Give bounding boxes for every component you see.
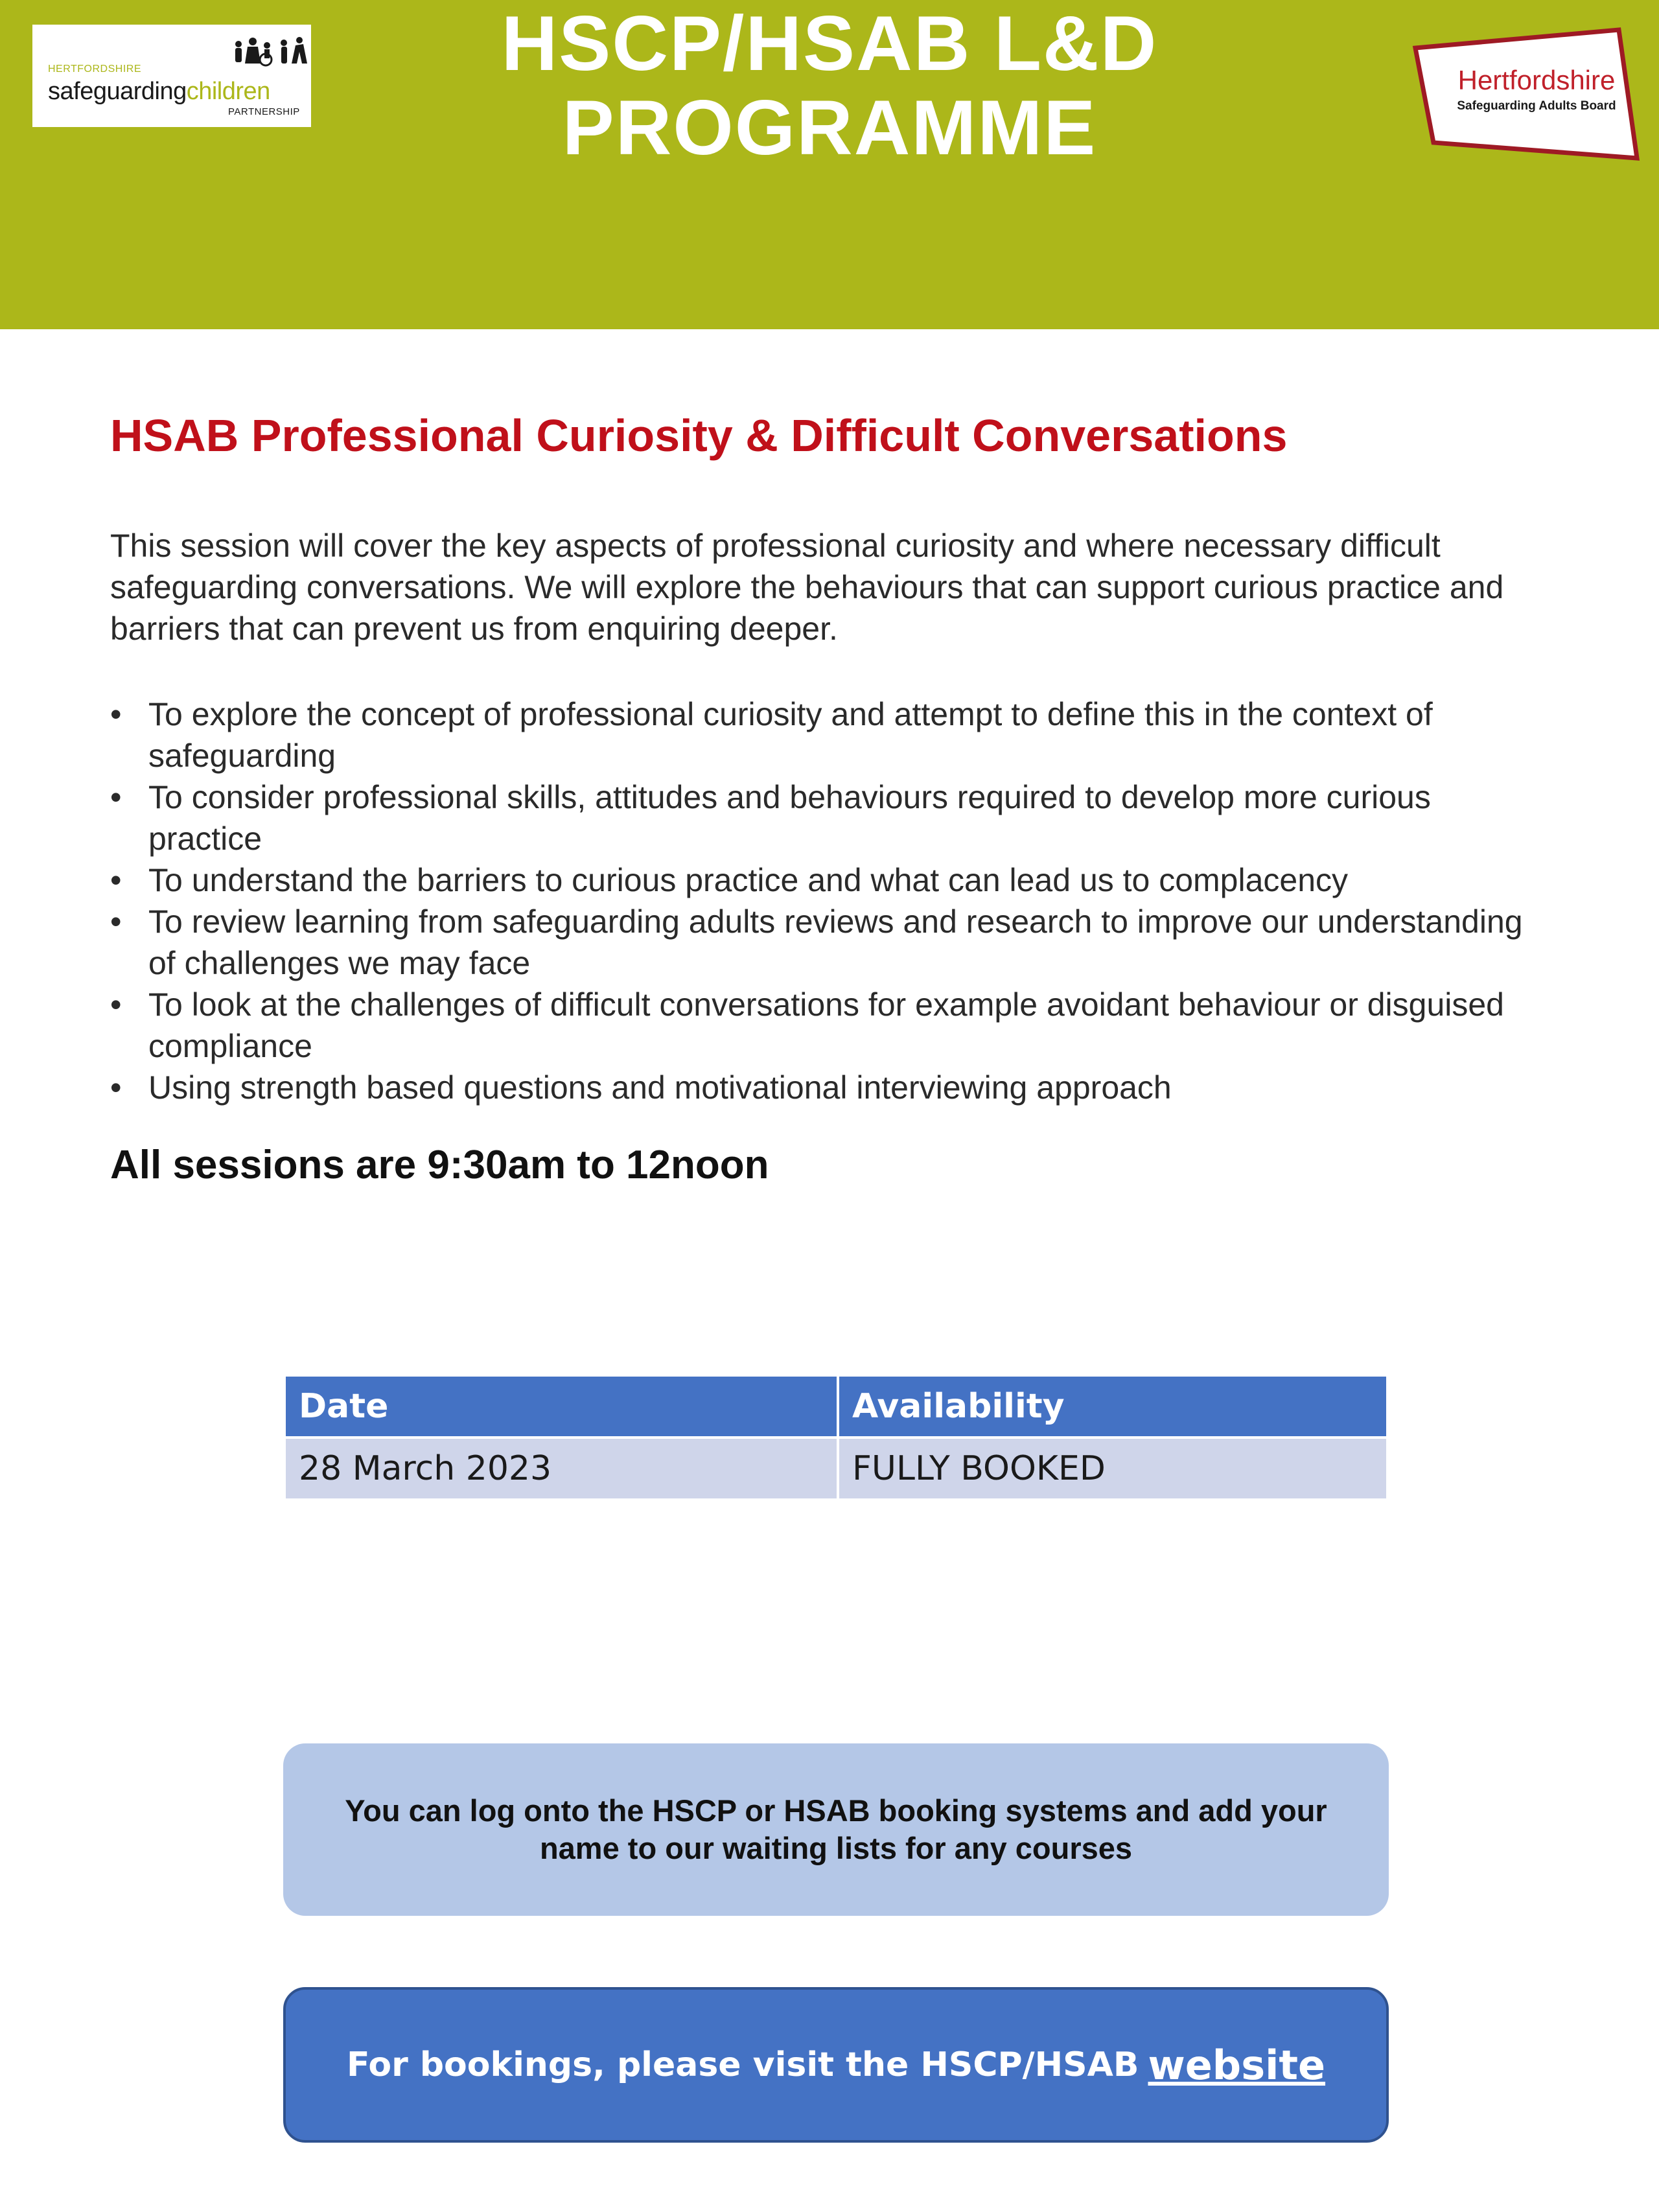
hsab-logo-frame (1406, 25, 1646, 167)
waitlist-note (283, 1743, 1389, 1916)
bullet-icon: • (110, 1069, 122, 1106)
table-row (284, 1438, 1387, 1500)
hsab-logo (1406, 25, 1646, 167)
sessions-time-note: All sessions are 9:30am to 12noon (110, 1143, 769, 1187)
availability-cell: FULLY BOOKED (838, 1438, 1387, 1500)
family-figures-icon (227, 36, 324, 69)
logo-small-text: HERTFORDSHIRE (48, 64, 141, 75)
course-title: HSAB Professional Curiosity & Difficult Conversations (110, 410, 1288, 461)
bullet-icon: • (110, 862, 122, 898)
objective-item: • To consider professional skills, attitudes and behaviours required to develop more curious practice (110, 776, 1549, 859)
bullet-icon: • (110, 779, 122, 815)
session-dates-table (283, 1374, 1389, 1501)
course-intro: This session will cover the key aspects of professional curiosity and where necessary difficult safeguarding conversations. We will explore the behaviours that can support curious practice and barriers that can prevent us from enquiring deeper. (110, 528, 1504, 647)
header-banner (0, 0, 1659, 329)
objective-item: • Using strength based questions and motivational interviewing approach (110, 1067, 1549, 1108)
booking-banner (283, 1987, 1389, 2143)
booking-text: For bookings, please visit the HSCP/HSAB (346, 2045, 1139, 2084)
hsab-logo-subtitle: Safeguarding Adults Board (1457, 99, 1616, 113)
objective-item: • To explore the concept of professional curiosity and attempt to define this in the context of safeguarding (110, 693, 1549, 776)
logo-main-text: safeguardingchildren (48, 78, 270, 105)
bullet-icon: • (110, 903, 122, 940)
waitlist-note-text: You can log onto the HSCP or HSAB booking systems and add your name to our waiting lists for any courses (345, 1793, 1327, 1865)
programme-title: HSCP/HSAB L&D PROGRAMME (501, 0, 1158, 171)
bullet-icon: • (110, 986, 122, 1023)
logo-partnership-text: PARTNERSHIP (228, 106, 300, 117)
column-header-date: Date (284, 1375, 838, 1438)
hsab-logo-name: Hertfordshire (1457, 65, 1616, 95)
session-date-cell: 28 March 2023 (284, 1438, 838, 1500)
bullet-icon: • (110, 696, 122, 732)
objective-item: • To review learning from safeguarding adults reviews and research to improve our understanding of challenges we may face (110, 901, 1549, 984)
website-link[interactable]: website (1148, 2041, 1326, 2089)
objectives-list (110, 693, 1549, 1108)
table-header-row (284, 1375, 1387, 1438)
objective-item: • To understand the barriers to curious practice and what can lead us to complacency (110, 859, 1549, 901)
hscp-logo (32, 25, 311, 127)
column-header-availability: Availability (838, 1375, 1387, 1438)
objective-item: • To look at the challenges of difficult conversations for example avoidant behaviour or disguised compliance (110, 984, 1549, 1067)
